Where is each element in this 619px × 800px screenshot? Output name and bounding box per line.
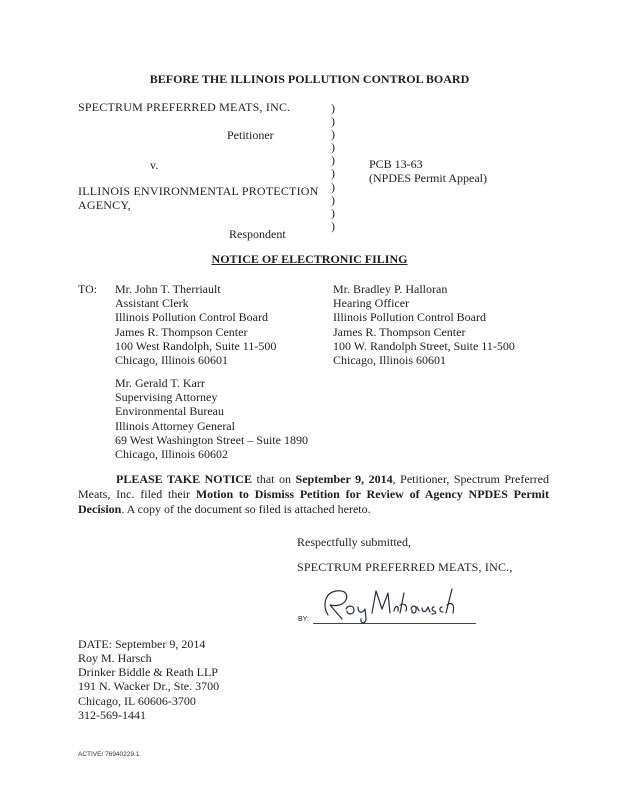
filing-date: September 9, 2014 — [295, 472, 393, 486]
case-number: PCB 13-63 — [369, 157, 423, 171]
respectfully-submitted: Respectfully submitted, — [297, 535, 411, 549]
recipient-attorney: Mr. Gerald T. Karr Supervising Attorney Environmental Bureau Illinois Attorney General 69 West Washington Street – Suite 1890 Chicago, Illinois 60602 — [115, 376, 308, 461]
notice-paragraph: PLEASE TAKE NOTICE that on September 9, 2014, Petitioner, Spectrum Preferred Meats, Inc. filed their Motion to Dismiss Petition for Review of Agency NPDES Permit Decision. A copy of the document so filed is attached hereto. — [78, 472, 550, 516]
court-heading: BEFORE THE ILLINOIS POLLUTION CONTROL BOARD — [149, 72, 470, 86]
respondent-name-line2: AGENCY, — [78, 198, 131, 212]
petitioner-name: SPECTRUM PREFERRED MEATS, INC. — [78, 100, 291, 114]
attorney-signature-block: Roy M. Harsch Drinker Biddle & Reath LLP 191 N. Wacker Dr., Ste. 3700 Chicago, IL 60606-3700 312-569-1441 — [78, 651, 220, 722]
notice-title: NOTICE OF ELECTRONIC FILING — [211, 252, 408, 266]
respondent-name-line1: ILLINOIS ENVIRONMENTAL PROTECTION — [78, 184, 319, 198]
recipient-hearing-officer: Mr. Bradley P. Halloran Hearing Officer Illinois Pollution Control Board James R. Thompson Center 100 W. Randolph Street, Suite 11-500 Chicago, Illinois 60601 — [333, 282, 515, 367]
versus-label: v. — [150, 158, 159, 172]
date-line: DATE: September 9, 2014 — [78, 637, 206, 651]
by-label: BY: — [298, 616, 309, 623]
recipient-clerk: Mr. John T. Therriault Assistant Clerk Illinois Pollution Control Board James R. Thompson Center 100 West Randolph, Suite 11-500 Chicago, Illinois 60601 — [115, 282, 277, 367]
please-take-notice: PLEASE TAKE NOTICE — [116, 472, 252, 486]
caption-paren-column: ) ) ) ) ) ) ) ) ) ) — [331, 101, 335, 233]
petitioner-role: Petitioner — [227, 128, 274, 142]
document-footer-id: ACTIVE/ 76940229.1 — [78, 751, 140, 758]
to-label: TO: — [78, 282, 98, 296]
respondent-role: Respondent — [229, 227, 286, 241]
firm-name: SPECTRUM PREFERRED MEATS, INC., — [297, 560, 513, 574]
case-type: (NPDES Permit Appeal) — [369, 171, 487, 185]
signature-image — [316, 583, 466, 627]
motion-title: Motion to Dismiss Petition for Review of Agency NPDES Permit Decision — [78, 487, 549, 516]
